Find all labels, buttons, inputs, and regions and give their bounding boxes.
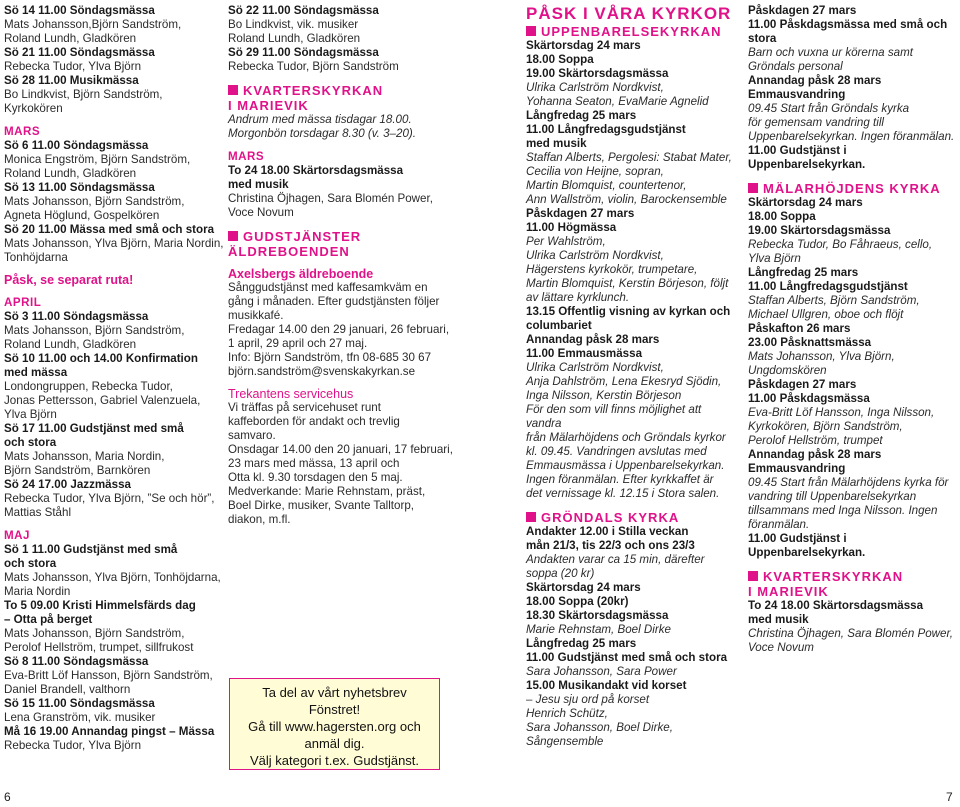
entry-text-italic: Andakten varar ca 15 min, därefter soppa (20 kr) — [526, 553, 705, 580]
month-heading: MAJ — [4, 529, 30, 542]
entry-text: Rebecka Tudor, Ylva Björn — [4, 60, 142, 73]
entry-text-italic: Eva-Britt Löf Hansson, Inga Nilsson, Kyrkokören, Björn Sandström, Perolof Hellström, trumpet — [748, 406, 935, 447]
month-heading: MARS — [4, 125, 41, 138]
entry-heading: Sö 24 17.00 Jazzmässa — [4, 478, 131, 491]
page-title: PÅSK I VÅRA KYRKOR — [526, 4, 732, 23]
entry-heading: 19.00 Skärtorsdagsmässa — [526, 67, 669, 80]
entry-heading: Sö 15 11.00 Söndagsmässa — [4, 697, 155, 710]
entry-heading: Påskdagen 27 mars — [526, 207, 635, 220]
section-heading: UPPENBARELSEKYRKAN — [526, 24, 736, 39]
entry-heading: Sö 8 11.00 Söndagsmässa — [4, 655, 149, 668]
page-number-left: 6 — [4, 790, 11, 804]
entry-text: Rebecka Tudor, Björn Sandström — [228, 60, 399, 73]
entry-heading: Påskafton 26 mars — [748, 322, 851, 335]
entry-text-italic: – Jesu sju ord på korset Henrich Schütz, Sara Johansson, Boel Dirke, Sångensemble — [526, 693, 673, 748]
entry-text-italic: Per Wahlström, Ulrika Carlström Nordkvist, Hägerstens kyrkokör, trumpetare, Martin Blomquist, Kerstin Börjeson, följt av lättare kyrklunch. — [526, 235, 729, 304]
entry-heading: Långfredag 25 mars — [526, 109, 637, 122]
entry-text-italic: Ulrika Carlström Nordkvist, Anja Dahlström, Lena Ekesryd Sjödin, Inga Nilsson, Kerstin Börjeson För den som vill finns möjlighet att vandra från Mälarhöjdens och Gröndals kyrkor kl. 09.45. Vandringen avslutas med Emmausmässa i Uppenbarelsekyrkan. Ingen föranmälan. Efter kyrkkaffet är det vernissage kl. 12.15 i Stora salen. — [526, 361, 726, 500]
entry-text: Mats Johansson, Ylva Björn, Tonhöjdarna, Maria Nordin — [4, 571, 221, 598]
entry-heading: 11.00 Emmausmässa — [526, 347, 643, 360]
entry-text: Londongruppen, Rebecka Tudor, Jonas Pettersson, Gabriel Valenzuela, Ylva Björn — [4, 380, 201, 421]
entry-text: Bo Lindkvist, Björn Sandström, Kyrkokören — [4, 88, 163, 115]
entry-text: Mats Johansson,Björn Sandström, Roland Lundh, Gladkören — [4, 18, 182, 45]
entry-text-italic: Sara Johansson, Sara Power — [526, 665, 677, 678]
section-heading: KVARTERSKYRKAN I MARIEVIK — [748, 569, 958, 599]
column-middle-left — [228, 4, 458, 527]
entry-heading: 18.00 Soppa — [748, 210, 816, 223]
entry-text-italic: Rebecka Tudor, Bo Fåhraeus, cello, Ylva Björn — [748, 238, 933, 265]
entry-heading: 23.00 Påsknattsmässa — [748, 336, 872, 349]
entry-heading: To 5 09.00 Kristi Himmelsfärds dag – Otta på berget — [4, 599, 196, 626]
entry-heading: Sö 28 11.00 Musikmässa — [4, 74, 139, 87]
entry-heading: Sö 29 11.00 Söndagsmässa — [228, 46, 379, 59]
entry-text-italic: 09.45 Start från Mälarhöjdens kyrka för vandring till Uppenbarelsekyrkan tillsammans med Inga Nilsson. Ingen föranmälan. — [748, 476, 949, 531]
section-heading: KVARTERSKYRKAN I MARIEVIK — [228, 83, 458, 113]
entry-heading: Sö 21 11.00 Söndagsmässa — [4, 46, 155, 59]
entry-heading: 15.00 Musikandakt vid korset — [526, 679, 687, 692]
entry-heading: Annandag påsk 28 mars — [526, 333, 660, 346]
entry-text-italic: Mats Johansson, Ylva Björn, Ungdomskören — [748, 350, 895, 377]
entry-heading: Skärtorsdag 24 mars — [526, 39, 641, 52]
column-middle-right — [526, 4, 736, 749]
entry-text-italic: 09.45 Start från Gröndals kyrka för gemensam vandring till Uppenbarelsekyrkan. Ingen föranmälan. — [748, 102, 955, 143]
entry-heading: Sö 1 11.00 Gudstjänst med små och stora — [4, 543, 178, 570]
column-left — [4, 4, 224, 753]
entry-text: Vi träffas på servicehuset runt kaffeborden för andakt och trevlig samvaro. Onsdagar 14.00 den 20 januari, 17 februari, 23 mars med mässa, 13 april och Otta kl. 9.30 torsdagen den 5 maj. Medverkande: Marie Rehnstam, präst, Boel Dirke, musiker, Svante Talltorp, diakon, m.fl. — [228, 401, 453, 526]
highlight-heading: Axelsbergs äldreboende — [228, 267, 374, 281]
highlight-heading: Påsk, se separat ruta! — [4, 273, 134, 287]
newsletter-notice-box: Ta del av vårt nyhetsbrev Fönstret! Gå till www.hagersten.org och anmäl dig. Välj kategori t.ex. Gudstjänst. — [229, 678, 440, 770]
entry-text: Mats Johansson, Maria Nordin, Björn Sandström, Barnkören — [4, 450, 165, 477]
entry-text-italic: Staffan Alberts, Pergolesi: Stabat Mater, Cecilia von Heijne, sopran, Martin Blomquist, countertenor, Ann Wallström, violin, Barockensemble — [526, 151, 732, 206]
entry-heading: 11.00 Påskdagsmässa med små och stora — [748, 18, 948, 45]
entry-heading: Sö 22 11.00 Söndagsmässa — [228, 4, 379, 17]
entry-text-italic: Andrum med mässa tisdagar 18.00. Morgonbön torsdagar 8.30 (v. 3–20). — [228, 113, 416, 140]
entry-text-italic: Staffan Alberts, Björn Sandström, Michael Ullgren, oboe och flöjt — [748, 294, 920, 321]
entry-text-italic: Christina Öjhagen, Sara Blomén Power, Voce Novum — [748, 627, 953, 654]
entry-heading: Annandag påsk 28 mars Emmausvandring — [748, 74, 882, 101]
entry-text: Bo Lindkvist, vik. musiker Roland Lundh, Gladkören — [228, 18, 361, 45]
section-heading: MÄLARHÖJDENS KYRKA — [748, 181, 958, 196]
entry-heading: Må 16 19.00 Annandag pingst – Mässa — [4, 725, 215, 738]
entry-text: Christina Öjhagen, Sara Blomén Power, Voce Novum — [228, 192, 433, 219]
entry-text-italic: Barn och vuxna ur körerna samt Gröndals personal — [748, 46, 913, 73]
page-number-right: 7 — [946, 790, 953, 804]
entry-text: Lena Granström, vik. musiker — [4, 711, 156, 724]
month-heading: APRIL — [4, 296, 42, 309]
entry-heading: Sö 13 11.00 Söndagsmässa — [4, 181, 155, 194]
entry-heading: To 24 18.00 Skärtorsdagsmässa med musik — [748, 599, 924, 626]
entry-heading: Skärtorsdag 24 mars — [526, 581, 641, 594]
entry-heading: 18.00 Soppa (20kr) — [526, 595, 629, 608]
entry-heading: 11.00 Högmässa — [526, 221, 617, 234]
entry-text: Sånggudstjänst med kaffesamkväm en gång i månaden. Efter gudstjänsten följer musikkafé. Fredagar 14.00 den 29 januari, 26 februari, 1 april, 29 april och 27 maj. Info: Björn Sandström, tfn 08-685 30 67 björn.sandström@svenskakyrkan.se — [228, 281, 450, 378]
entry-heading: 11.00 Gudstjänst med små och stora — [526, 651, 728, 664]
entry-heading: Sö 20 11.00 Mässa med små och stora — [4, 223, 215, 236]
entry-text-italic: Ulrika Carlström Nordkvist, Yohanna Seaton, EvaMarie Agnelid — [526, 81, 709, 108]
entry-heading: 11.00 Långfredagsgudstjänst — [748, 280, 908, 293]
entry-heading: Andakter 12.00 i Stilla veckan mån 21/3, tis 22/3 och ons 23/3 — [526, 525, 695, 552]
entry-heading: To 24 18.00 Skärtorsdagsmässa med musik — [228, 164, 404, 191]
section-heading: GRÖNDALS KYRKA — [526, 510, 736, 525]
entry-heading: Påskdagen 27 mars — [748, 4, 857, 17]
month-heading: MARS — [228, 150, 265, 163]
entry-heading: Sö 3 11.00 Söndagsmässa — [4, 310, 149, 323]
entry-text-italic: Marie Rehnstam, Boel Dirke — [526, 623, 671, 636]
entry-heading: Annandag påsk 28 mars Emmausvandring — [748, 448, 882, 475]
entry-heading: Långfredag 25 mars — [748, 266, 859, 279]
entry-heading: 11.00 Långfredagsgudstjänst med musik — [526, 123, 686, 150]
section-heading: GUDSTJÄNSTER ÄLDREBOENDEN — [228, 229, 458, 259]
entry-text: Rebecka Tudor, Ylva Björn, ”Se och hör”, Mattias Ståhl — [4, 492, 215, 519]
entry-text: Mats Johansson, Björn Sandström, Agneta Höglund, Gospelkören — [4, 195, 185, 222]
entry-heading: 11.00 Gudstjänst i Uppenbarelsekyrkan. — [748, 532, 866, 559]
entry-heading: 11.00 Påskdagsmässa — [748, 392, 870, 405]
entry-heading: Sö 14 11.00 Söndagsmässa — [4, 4, 155, 17]
entry-text: Mats Johansson, Björn Sandström, Perolof Hellström, trumpet, sillfrukost — [4, 627, 194, 654]
entry-heading: Påskdagen 27 mars — [748, 378, 857, 391]
highlight-heading: Trekantens servicehus — [228, 387, 354, 401]
entry-text: Rebecka Tudor, Ylva Björn — [4, 739, 142, 752]
entry-heading: Sö 10 11.00 och 14.00 Konfirmation med mässa — [4, 352, 198, 379]
entry-heading: Skärtorsdag 24 mars — [748, 196, 863, 209]
entry-heading: Långfredag 25 mars — [526, 637, 637, 650]
entry-text: Mats Johansson, Ylva Björn, Maria Nordin, Tonhöjdarna — [4, 237, 224, 264]
entry-text: Eva-Britt Löf Hansson, Björn Sandström, Daniel Brandell, valthorn — [4, 669, 213, 696]
entry-heading: 18.00 Soppa — [526, 53, 594, 66]
entry-heading: 13.15 Offentlig visning av kyrkan och columbariet — [526, 305, 731, 332]
entry-heading: 18.30 Skärtorsdagsmässa — [526, 609, 669, 622]
entry-text: Mats Johansson, Björn Sandström, Roland Lundh, Gladkören — [4, 324, 185, 351]
entry-heading: Sö 17 11.00 Gudstjänst med små och stora — [4, 422, 184, 449]
entry-heading: Sö 6 11.00 Söndagsmässa — [4, 139, 149, 152]
entry-heading: 11.00 Gudstjänst i Uppenbarelsekyrkan. — [748, 144, 866, 171]
entry-heading: 19.00 Skärtorsdagsmässa — [748, 224, 891, 237]
entry-text: Monica Engström, Björn Sandström, Roland Lundh, Gladkören — [4, 153, 191, 180]
column-right — [748, 4, 958, 655]
